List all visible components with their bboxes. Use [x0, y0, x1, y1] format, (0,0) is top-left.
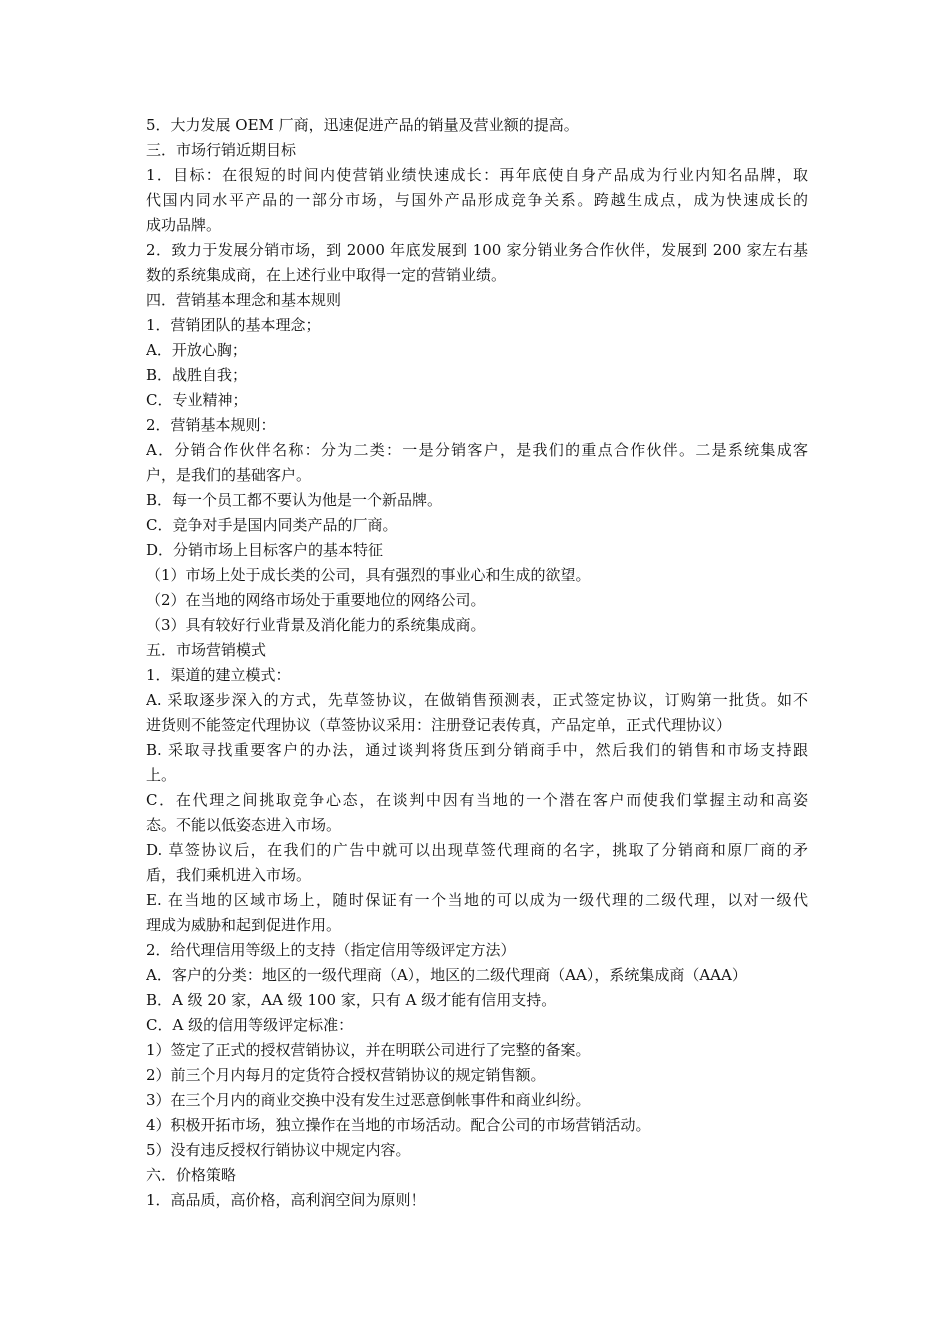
text-line: 1．高品质，高价格，高利润空间为原则！: [146, 1191, 426, 1209]
text-line: 5）没有违反授权行销协议中规定内容。: [146, 1141, 411, 1159]
text-line: E. 在当地的区域市场上，随时保证有一个当地的可以成为一级代理的二级代理，以对一级代: [146, 891, 808, 909]
section-heading: 三．市场行销近期目标: [146, 141, 297, 159]
text-line: 1．营销团队的基本理念；: [146, 316, 321, 334]
text-line: 5．大力发展 OEM 厂商，迅速促进产品的销量及营业额的提高。: [146, 116, 579, 134]
section-heading: 四．营销基本理念和基本规则: [146, 291, 342, 309]
text-line: 户，是我们的基础客户。: [146, 466, 312, 484]
text-line: C．专业精神；: [146, 391, 248, 409]
text-line: C．A 级的信用等级评定标准：: [146, 1016, 354, 1034]
text-line: 3）在三个月内的商业交换中没有发生过恶意倒帐事件和商业纠纷。: [146, 1091, 591, 1109]
text-line: 盾，我们乘机进入市场。: [146, 866, 312, 884]
text-line: 2．营销基本规则：: [146, 416, 276, 434]
text-line: C．在代理之间挑取竞争心态，在谈判中因有当地的一个潜在客户而使我们掌握主动和高姿: [146, 791, 808, 809]
section-heading: 六．价格策略: [146, 1166, 237, 1184]
text-line: 1．目标：在很短的时间内使营销业绩快速成长：再年底使自身产品成为行业内知名品牌，取: [146, 166, 808, 184]
text-line: 1．渠道的建立模式：: [146, 666, 291, 684]
text-line: D．分销市场上目标客户的基本特征: [146, 541, 384, 559]
text-line: A．分销合作伙伴名称：分为二类：一是分销客户，是我们的重点合作伙伴。二是系统集成客: [146, 441, 808, 459]
section-heading: 五．市场营销模式: [146, 641, 267, 659]
text-line: 1）签定了正式的授权营销协议，并在明联公司进行了完整的备案。: [146, 1041, 591, 1059]
text-line: （2）在当地的网络市场处于重要地位的网络公司。: [146, 591, 486, 609]
text-line: B．A 级 20 家，AA 级 100 家，只有 A 级才能有信用支持。: [146, 991, 557, 1009]
text-line: A．开放心胸；: [146, 341, 247, 359]
document-body: [146, 113, 808, 1213]
text-line: 进货则不能签定代理协议（草签协议采用：注册登记表传真，产品定单，正式代理协议）: [146, 716, 732, 734]
text-line: A. 采取逐步深入的方式，先草签协议，在做销售预测表，正式签定协议，订购第一批货。如不: [146, 691, 808, 709]
text-line: 态。不能以低姿态进入市场。: [146, 816, 342, 834]
text-line: 成功品牌。: [146, 216, 222, 234]
text-line: B．每一个员工都不要认为他是一个新品牌。: [146, 491, 443, 509]
text-line: D. 草签协议后，在我们的广告中就可以出现草签代理商的名字，挑取了分销商和原厂商的矛: [146, 841, 808, 859]
text-line: C．竞争对手是国内同类产品的厂商。: [146, 516, 398, 534]
text-line: 2．给代理信用等级上的支持（指定信用等级评定方法）: [146, 941, 516, 959]
text-line: 2．致力于发展分销市场，到 2000 年底发展到 100 家分销业务合作伙伴，发展到 200 家左右基: [146, 241, 808, 259]
text-line: 数的系统集成商，在上述行业中取得一定的营销业绩。: [146, 266, 507, 284]
text-line: A．客户的分类：地区的一级代理商（A），地区的二级代理商（AA），系统集成商（AAA）: [146, 966, 747, 984]
text-line: （1）市场上处于成长类的公司，具有强烈的事业心和生成的欲望。: [146, 566, 591, 584]
text-line: 4）积极开拓市场，独立操作在当地的市场活动。配合公司的市场营销活动。: [146, 1116, 651, 1134]
text-line: B. 采取寻找重要客户的办法，通过谈判将货压到分销商手中，然后我们的销售和市场支持跟: [146, 741, 808, 759]
text-line: （3）具有较好行业背景及消化能力的系统集成商。: [146, 616, 486, 634]
text-line: 理成为威胁和起到促进作用。: [146, 916, 342, 934]
text-line: B．战胜自我；: [146, 366, 248, 384]
text-line: 代国内同水平产品的一部分市场，与国外产品形成竞争关系。跨越生成点，成为快速成长的: [146, 191, 808, 209]
text-line: 2）前三个月内每月的定货符合授权营销协议的规定销售额。: [146, 1066, 546, 1084]
text-line: 上。: [146, 766, 177, 784]
